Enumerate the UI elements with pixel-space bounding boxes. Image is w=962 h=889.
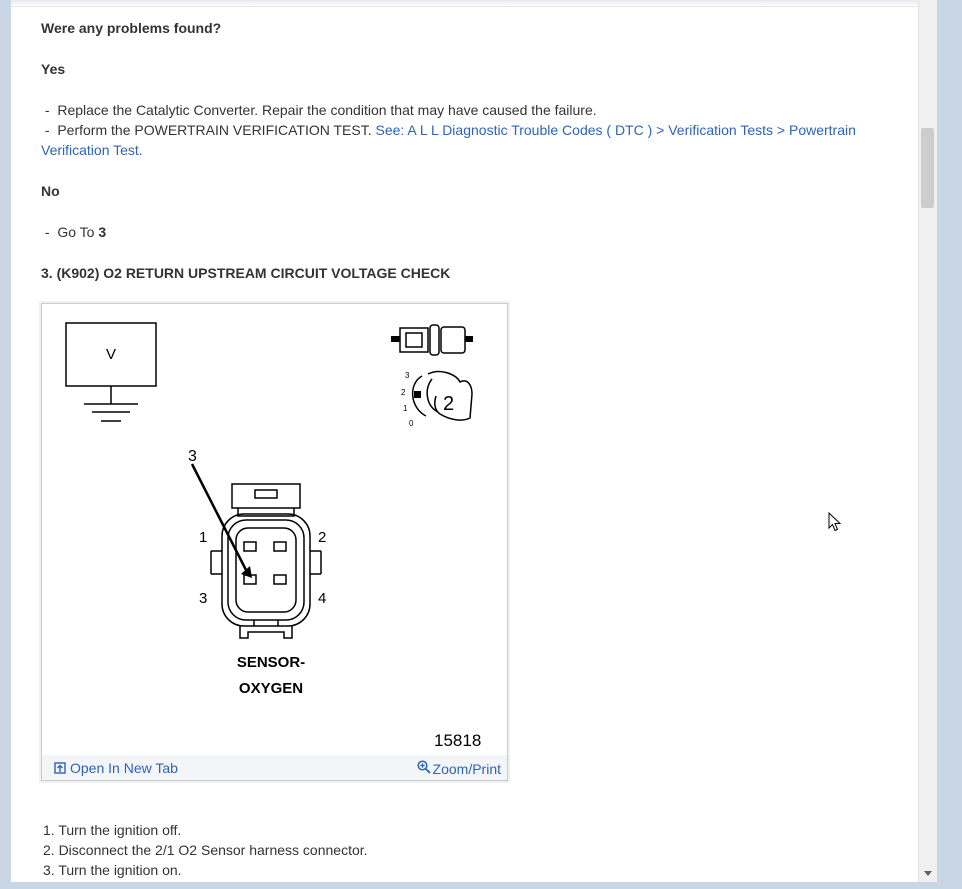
- scrollbar-thumb[interactable]: [921, 128, 934, 208]
- dial-number-3: 3: [405, 371, 410, 380]
- step-item: 3. Turn the ignition on.: [43, 862, 182, 878]
- pin-callout: 3: [188, 448, 197, 465]
- step-title: 3. (K902) O2 RETURN UPSTREAM CIRCUIT VOLTAGE CHECK: [41, 265, 451, 281]
- figure-toolbar: [42, 755, 507, 780]
- content-area: [41, 18, 921, 283]
- connector-diagram: [42, 304, 507, 754]
- figure-number: 15818: [434, 731, 482, 750]
- diagram-figure: [41, 303, 508, 781]
- step-list: [43, 820, 368, 880]
- caption-line-2: OXYGEN: [238, 680, 304, 697]
- zoom-icon: [417, 760, 431, 774]
- zoom-print-link[interactable]: Zoom/Print: [417, 760, 501, 777]
- verification-test-link[interactable]: See: A L L Diagnostic Trouble Codes ( DTC ) > Verification Tests > Powertrain Verification Test.: [41, 122, 856, 158]
- window-frame-bottom: [0, 882, 962, 889]
- no-label: No: [41, 183, 60, 199]
- top-shadow: [11, 0, 937, 7]
- dial-number-0: 0: [409, 419, 414, 428]
- yes-item-2: - Perform the POWERTRAIN VERIFICATION TEST. See: A L L Diagnostic Trouble Codes ( DTC ) > Verification Tests > Powertrain Verification Test.: [41, 122, 856, 158]
- pin-label-4: 4: [318, 590, 327, 607]
- dial-number-1: 1: [403, 404, 408, 413]
- document-page: [10, 0, 938, 882]
- step-item: 1. Turn the ignition off.: [43, 822, 182, 838]
- open-in-new-tab-link[interactable]: Open In New Tab: [54, 760, 178, 776]
- dial-number-2: 2: [401, 388, 406, 397]
- caption-line-1: SENSOR-: [236, 654, 306, 671]
- pin-label-1: 1: [199, 529, 208, 546]
- scroll-down-arrow-icon[interactable]: [924, 871, 932, 876]
- vertical-scrollbar[interactable]: [918, 0, 937, 882]
- open-tab-icon: [54, 762, 66, 774]
- yes-label: Yes: [41, 61, 66, 77]
- yes-item-1: - Replace the Catalytic Converter. Repair the condition that may have caused the failure.: [41, 102, 597, 118]
- step-item: 2. Disconnect the 2/1 O2 Sensor harness connector.: [43, 842, 368, 858]
- pin-label-2: 2: [318, 529, 327, 546]
- arrow-head-icon: [241, 566, 252, 578]
- pin-label-3: 3: [199, 590, 208, 607]
- meter-label: V: [106, 346, 117, 363]
- mouse-cursor-icon: [828, 512, 842, 532]
- no-item: - Go To 3: [41, 224, 107, 240]
- question-text: Were any problems found?: [41, 20, 222, 36]
- dial-value: 2: [443, 393, 455, 415]
